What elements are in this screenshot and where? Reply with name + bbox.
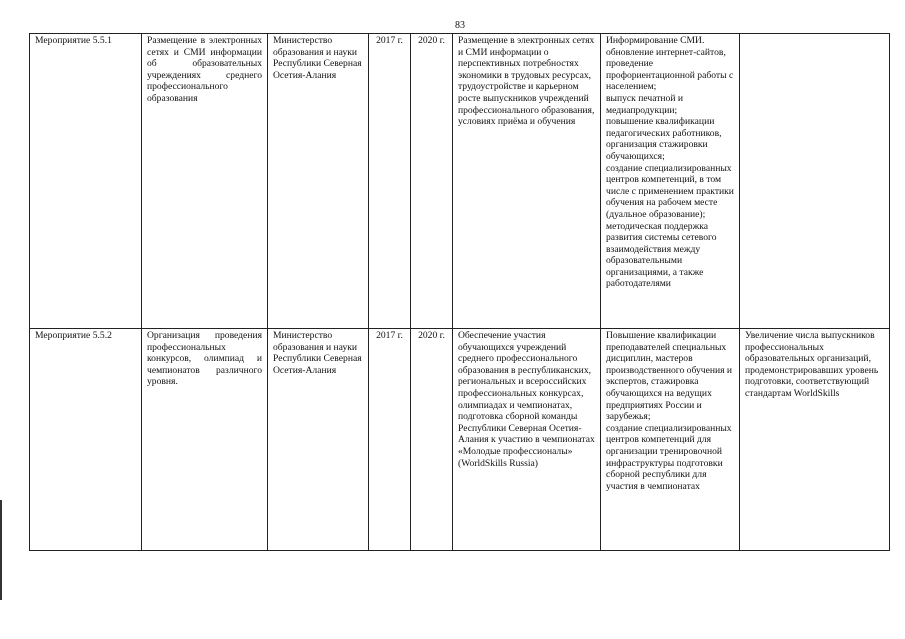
measure-end-year: 2020 г. bbox=[411, 34, 453, 329]
measure-indicator bbox=[740, 34, 890, 329]
measure-name: Размещение в электронных сетях и СМИ информации об образовательных учреждениях среднего профессионального образования bbox=[142, 34, 268, 329]
table-row bbox=[30, 34, 890, 329]
measure-activities: Информирование СМИ. обновление интернет-сайтов, проведение профориентационной работы с населением; выпуск печатной и медиапродукции; повышение квалификации педагогических работников, организация стажировки обучающихся; создание специализированных центров компетенций, в том числе с применением практики обучения на рабочем месте (дуальное образование); методическая поддержка развития системы сетевого взаимодействия между образовательными организациями, а также работодателями bbox=[601, 34, 740, 329]
measure-name: Организация проведения профессиональных конкурсов, олимпиад и чемпионатов различного уровня. bbox=[142, 329, 268, 551]
measures-table bbox=[29, 33, 890, 551]
page-number: 83 bbox=[455, 20, 465, 31]
measure-start-year: 2017 г. bbox=[369, 34, 411, 329]
measure-executor: Министерство образования и науки Республики Северная Осетия-Алания bbox=[268, 34, 369, 329]
scan-edge-mark bbox=[0, 500, 2, 600]
measure-end-year: 2020 г. bbox=[411, 329, 453, 551]
measure-start-year: 2017 г. bbox=[369, 329, 411, 551]
measure-activities: Повышение квалификации преподавателей специальных дисциплин, мастеров производственного обучения и экспертов, стажировка обучающихся на ведущих предприятиях России и зарубежья; создание специализированных центров компетенций для организации тренировочной инфраструктуры подготовки сборной республики для участия в чемпионатах bbox=[601, 329, 740, 551]
measure-executor: Министерство образования и науки Республики Северная Осетия-Алания bbox=[268, 329, 369, 551]
table-row bbox=[30, 329, 890, 551]
measure-expected-result: Размещение в электронных сетях и СМИ информации о перспективных потребностях экономики в трудовых ресурсах, трудоустройстве и карьерном росте выпускников учреждений профессионального образования, условиях приёма и обучения bbox=[453, 34, 601, 329]
measure-expected-result: Обеспечение участия обучающихся учреждений среднего профессионального образования в республиканских, региональных и всероссийских профессиональных конкурсах, олимпиадах и чемпионатах, подготовка сборной команды Республики Северная Осетия-Алания к участию в чемпионатах «Молодые профессионалы» (WorldSkills Russia) bbox=[453, 329, 601, 551]
measure-code: Мероприятие 5.5.2 bbox=[30, 329, 142, 551]
measure-code: Мероприятие 5.5.1 bbox=[30, 34, 142, 329]
measure-indicator: Увеличение числа выпускников профессиональных образовательных организаций, продемонстрировавших уровень подготовки, соответствующий стандартам WorldSkills bbox=[740, 329, 890, 551]
